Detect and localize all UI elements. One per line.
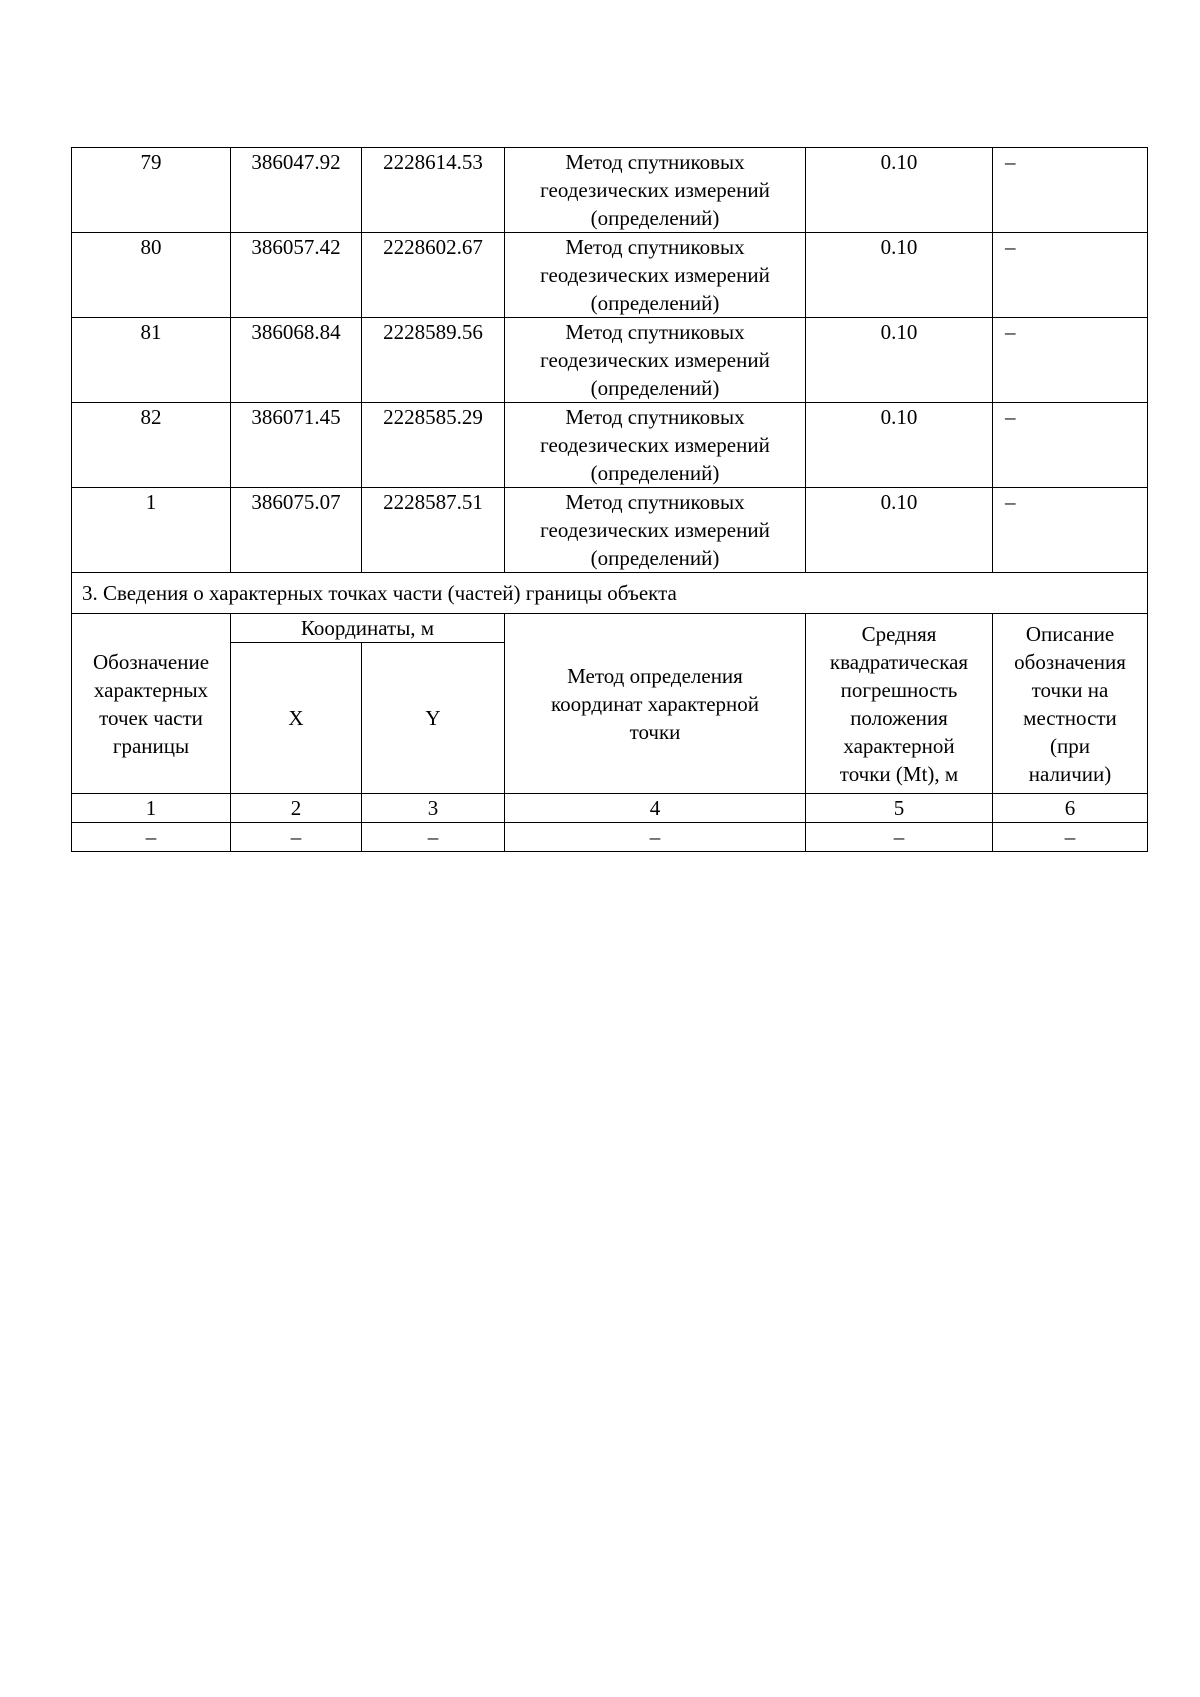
empty-cell: –: [362, 823, 505, 852]
point-number: 80: [72, 233, 231, 318]
column-number: 3: [362, 794, 505, 823]
coord-x: 386071.45: [231, 403, 362, 488]
header-line: квадратическая: [829, 649, 969, 674]
header-line: Средняя: [861, 621, 937, 646]
table-row: [72, 318, 1148, 403]
header-line: положения: [850, 705, 948, 730]
header-line: границы: [112, 733, 190, 758]
description-value: –: [993, 488, 1148, 573]
header-accuracy: [806, 614, 993, 794]
empty-cell: –: [231, 823, 362, 852]
method-cell: [505, 148, 806, 233]
description-value: –: [993, 318, 1148, 403]
method-cell: [505, 403, 806, 488]
empty-cell: –: [72, 823, 231, 852]
header-line: местности: [1023, 705, 1117, 730]
coord-x: 386075.07: [231, 488, 362, 573]
coord-x: 386068.84: [231, 318, 362, 403]
coord-y: 2228585.29: [362, 403, 505, 488]
header-coordinates: Координаты, м: [231, 614, 505, 643]
column-number: 6: [993, 794, 1148, 823]
description-value: –: [993, 403, 1148, 488]
empty-cell: –: [505, 823, 806, 852]
method-cell: [505, 318, 806, 403]
header-line: точки: [629, 719, 681, 744]
coord-y: 2228602.67: [362, 233, 505, 318]
table-row: [72, 233, 1148, 318]
accuracy-value: 0.10: [806, 148, 993, 233]
header-line: точек части: [99, 705, 203, 730]
method-line: геодезических измерений: [540, 348, 770, 372]
header-description: [993, 614, 1148, 794]
section-title: 3. Сведения о характерных точках части (частей) границы объекта: [72, 573, 1148, 614]
accuracy-value: 0.10: [806, 318, 993, 403]
method-line: геодезических измерений: [540, 518, 770, 542]
header-line: погрешность: [840, 677, 958, 702]
header-x: X: [231, 643, 362, 794]
column-number: 4: [505, 794, 806, 823]
method-line: (определений): [590, 206, 720, 230]
method-line: Метод спутниковых: [565, 320, 745, 344]
method-line: геодезических измерений: [540, 433, 770, 457]
method-line: Метод спутниковых: [565, 150, 745, 174]
accuracy-value: 0.10: [806, 488, 993, 573]
table-row: [72, 488, 1148, 573]
column-number: 1: [72, 794, 231, 823]
method-cell: [505, 233, 806, 318]
method-line: Метод спутниковых: [565, 490, 745, 514]
header-line: Описание: [1025, 621, 1115, 646]
column-numbers-row: [72, 794, 1148, 823]
method-line: (определений): [590, 546, 720, 570]
method-line: геодезических измерений: [540, 263, 770, 287]
empty-cell: –: [993, 823, 1148, 852]
coordinates-table: [71, 147, 1148, 852]
column-number: 2: [231, 794, 362, 823]
empty-cell: –: [806, 823, 993, 852]
header-line: обозначения: [1014, 649, 1126, 674]
header-point-designation: [72, 614, 231, 794]
method-line: Метод спутниковых: [565, 405, 745, 429]
method-line: (определений): [590, 291, 720, 315]
coord-y: 2228589.56: [362, 318, 505, 403]
table-row: [72, 148, 1148, 233]
header-y: Y: [362, 643, 505, 794]
point-number: 82: [72, 403, 231, 488]
method-line: (определений): [590, 461, 720, 485]
header-line: характерных: [93, 677, 209, 702]
header-line: наличии): [1028, 761, 1112, 786]
coord-y: 2228587.51: [362, 488, 505, 573]
coord-x: 386057.42: [231, 233, 362, 318]
header-line: координат характерной: [551, 691, 759, 716]
description-value: –: [993, 148, 1148, 233]
header-row: [72, 614, 1148, 643]
method-line: геодезических измерений: [540, 178, 770, 202]
header-line: точки на: [1031, 677, 1109, 702]
coord-x: 386047.92: [231, 148, 362, 233]
point-number: 81: [72, 318, 231, 403]
coord-y: 2228614.53: [362, 148, 505, 233]
method-line: (определений): [590, 376, 720, 400]
table-row: [72, 403, 1148, 488]
point-number: 79: [72, 148, 231, 233]
accuracy-value: 0.10: [806, 403, 993, 488]
column-number: 5: [806, 794, 993, 823]
method-cell: [505, 488, 806, 573]
header-line: Обозначение: [92, 649, 210, 674]
point-number: 1: [72, 488, 231, 573]
header-line: характерной: [843, 733, 955, 758]
header-line: точки (Mt), м: [839, 761, 959, 786]
section-heading-row: [72, 573, 1148, 614]
accuracy-value: 0.10: [806, 233, 993, 318]
header-line: (при: [1050, 733, 1090, 758]
description-value: –: [993, 233, 1148, 318]
table-row: [72, 823, 1148, 852]
method-line: Метод спутниковых: [565, 235, 745, 259]
header-method: [505, 614, 806, 794]
header-line: Метод определения: [567, 663, 743, 688]
